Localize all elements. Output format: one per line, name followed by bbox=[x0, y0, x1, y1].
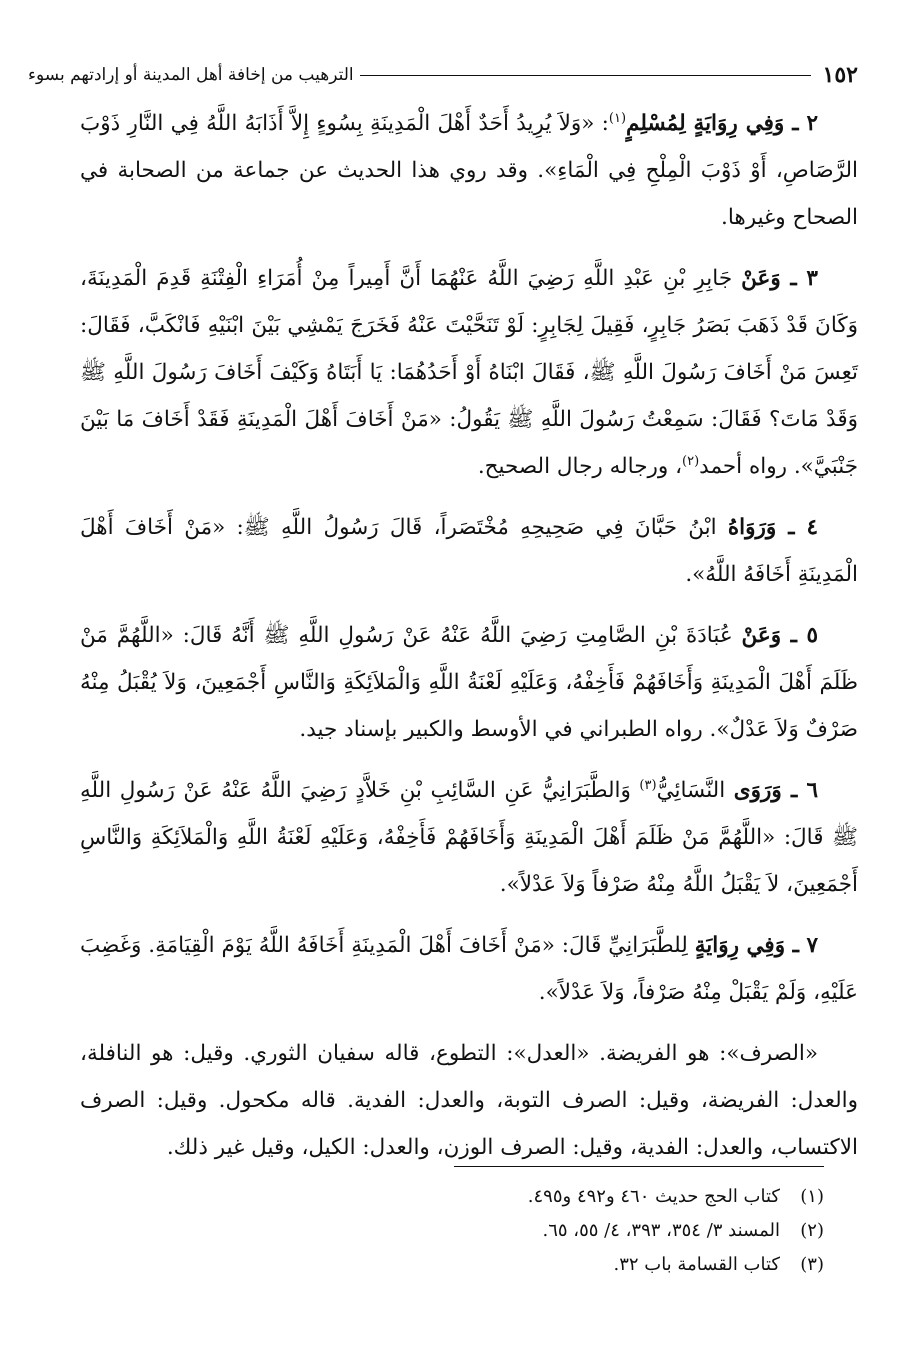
footnote-number: (٣) bbox=[800, 1254, 824, 1275]
header-rule bbox=[360, 75, 811, 76]
explanatory-note: «الصرف»: هو الفريضة. «العدل»: التطوع، قاله سفيان الثوري. وقيل: هو النافلة، والعدل: الفريضة، وقيل: الصرف التوبة، والعدل: الفدية. قاله مكحول. وقيل: الصرف الاكتساب، والعدل: الفدية، وقيل: الصرف الوزن، والعدل: الكيل، وقيل غير ذلك. bbox=[80, 1041, 858, 1160]
hadith-lead: ٦ ـ وَرَوَى bbox=[733, 778, 818, 803]
footnote-number: (٢) bbox=[800, 1220, 824, 1241]
hadith-paragraph-2 bbox=[80, 100, 858, 241]
hadith-text: لِلطَّبَرَانِيِّ قَالَ: «مَنْ أَخَافَ أَهْلَ الْمَدِينَةِ أَخَافَهُ اللَّهُ يَوْمَ الْقِيَامَةِ. وَغَضِبَ عَلَيْهِ، وَلَمْ يَقْبَلْ مِنْهُ صَرْفاً، وَلاَ عَدْلاً». bbox=[80, 933, 858, 1005]
hadith-text: النَّسَائِيُّ bbox=[656, 778, 734, 803]
footnotes bbox=[200, 1180, 824, 1282]
hadith-text-tail: ، ورجاله رجال الصحيح. bbox=[477, 454, 683, 479]
hadith-paragraph-4 bbox=[80, 504, 858, 598]
footnote-text: كتاب الحج حديث ٤٦٠ و٤٩٢ و٤٩٥. bbox=[527, 1186, 780, 1207]
hadith-lead: ٣ ـ وَعَنْ bbox=[741, 266, 818, 291]
footnote-text: كتاب القسامة باب ٣٢. bbox=[613, 1254, 780, 1275]
hadith-text: جَابِرِ بْنِ عَبْدِ اللَّهِ رَضِيَ اللَّهُ عَنْهُمَا أَنَّ أَمِيراً مِنْ أُمَرَاءِ الْفِتْنَةِ قَدِمَ الْمَدِينَةَ، وَكَانَ قَدْ ذَهَبَ بَصَرُ جَابِرٍ، فَقِيلَ لِجَابِرٍ: لَوْ تَنَحَّيْتَ عَنْهُ فَخَرَجَ يَمْشِي بَيْنَ ابْنَيْهِ فَانْكَبَّ، فَقَالَ: تَعِسَ مَنْ أَخَافَ رَسُولَ اللَّهِ ﷺ، فَقَالَ ابْنَاهُ أَوْ أَحَدُهُمَا: يَا أَبَتَاهُ وَكَيْفَ أَخَافَ رَسُولَ اللَّهِ ﷺ وَقَدْ مَاتَ؟ فَقَالَ: سَمِعْتُ رَسُولَ اللَّهِ ﷺ يَقُولُ: «مَنْ أَخَافَ أَهْلَ الْمَدِينَةِ فَقَدْ أَخَافَ مَا بَيْنَ جَنْبَيَّ». رواه أحمد bbox=[80, 266, 858, 479]
footnote-reference: (٣) bbox=[639, 777, 657, 793]
hadith-lead: ٢ ـ وَفِي رِوَايَةٍ لِمُسْلِمٍ bbox=[626, 111, 818, 136]
footnote-reference: (٢) bbox=[682, 453, 700, 469]
main-text bbox=[80, 100, 858, 1185]
hadith-text: عُبَادَةَ بْنِ الصَّامِتِ رَضِيَ اللَّهُ عَنْهُ عَنْ رَسُولِ اللَّهِ ﷺ أَنَّهُ قَالَ: «اللَّهُمَّ مَنْ ظَلَمَ أَهْلَ الْمَدِينَةِ وَأَخَافَهُمْ فَأَخِفْهُ، وَعَلَيْهِ لَعْنَةُ اللَّهِ وَالْمَلاَئِكَةِ وَالنَّاسِ أَجْمَعِينَ، وَلاَ يُقْبَلُ مِنْهُ صَرْفٌ وَلاَ عَدْلٌ». رواه الطبراني في الأوسط والكبير بإسناد جيد. bbox=[80, 623, 858, 742]
hadith-paragraph-3 bbox=[80, 255, 858, 490]
running-title: الترهيب من إخافة أهل المدينة أو إرادتهم بسوء bbox=[28, 65, 354, 85]
footnote-item bbox=[200, 1214, 824, 1248]
footnote-item bbox=[200, 1180, 824, 1214]
hadith-text: ابْنُ حَبَّانَ فِي صَحِيحِهِ مُخْتَصَراً، قَالَ رَسُولُ اللَّهِ ﷺ: «مَنْ أَخَافَ أَهْلَ الْمَدِينَةِ أَخَافَهُ اللَّهُ». bbox=[80, 515, 858, 587]
hadith-text: : «وَلاَ يُرِيدُ أَحَدٌ أَهْلَ الْمَدِينَةِ بِسُوءٍ إِلاَّ أَذَابَهُ اللَّهُ فِي النَّارِ ذَوْبَ الرَّصَاصِ، أَوْ ذَوْبَ الْمِلْحِ فِي الْمَاءِ». وقد روي هذا الحديث عن جماعة من الصحابة في الصحاح وغيرها. bbox=[80, 111, 858, 230]
hadith-lead: ٥ ـ وَعَنْ bbox=[741, 623, 818, 648]
hadith-text-tail: وَالطَّبَرَانِيُّ عَنِ السَّائِبِ بْنِ خَلاَّدٍ رَضِيَ اللَّهُ عَنْهُ عَنْ رَسُولِ اللَّهِ ﷺ قَالَ: «اللَّهُمَّ مَنْ ظَلَمَ أَهْلَ الْمَدِينَةِ وَأَخَافَهُمْ فَأَخِفْهُ، وَعَلَيْهِ لَعْنَةُ اللَّهِ وَالْمَلاَئِكَةِ وَالنَّاسِ أَجْمَعِينَ، لاَ يَقْبَلُ اللَّهُ مِنْهُ صَرْفاً وَلاَ عَدْلاً». bbox=[80, 778, 858, 897]
footnote-number: (١) bbox=[800, 1186, 824, 1207]
hadith-paragraph-5 bbox=[80, 612, 858, 753]
hadith-lead: ٧ ـ وَفِي رِوَايَةٍ bbox=[694, 933, 818, 958]
hadith-lead: ٤ ـ وَرَوَاهُ bbox=[727, 515, 818, 540]
page-number: ١٥٢ bbox=[822, 62, 858, 88]
hadith-paragraph-6 bbox=[80, 767, 858, 908]
footnote-item bbox=[200, 1248, 824, 1282]
footnote-text: المسند ٣/ ٣٥٤، ٣٩٣، ٤/ ٥٥، ٦٥. bbox=[542, 1220, 780, 1241]
hadith-paragraph-7 bbox=[80, 922, 858, 1016]
running-header bbox=[28, 58, 858, 92]
footnote-reference: (١) bbox=[608, 110, 627, 126]
footnote-separator bbox=[454, 1166, 824, 1167]
